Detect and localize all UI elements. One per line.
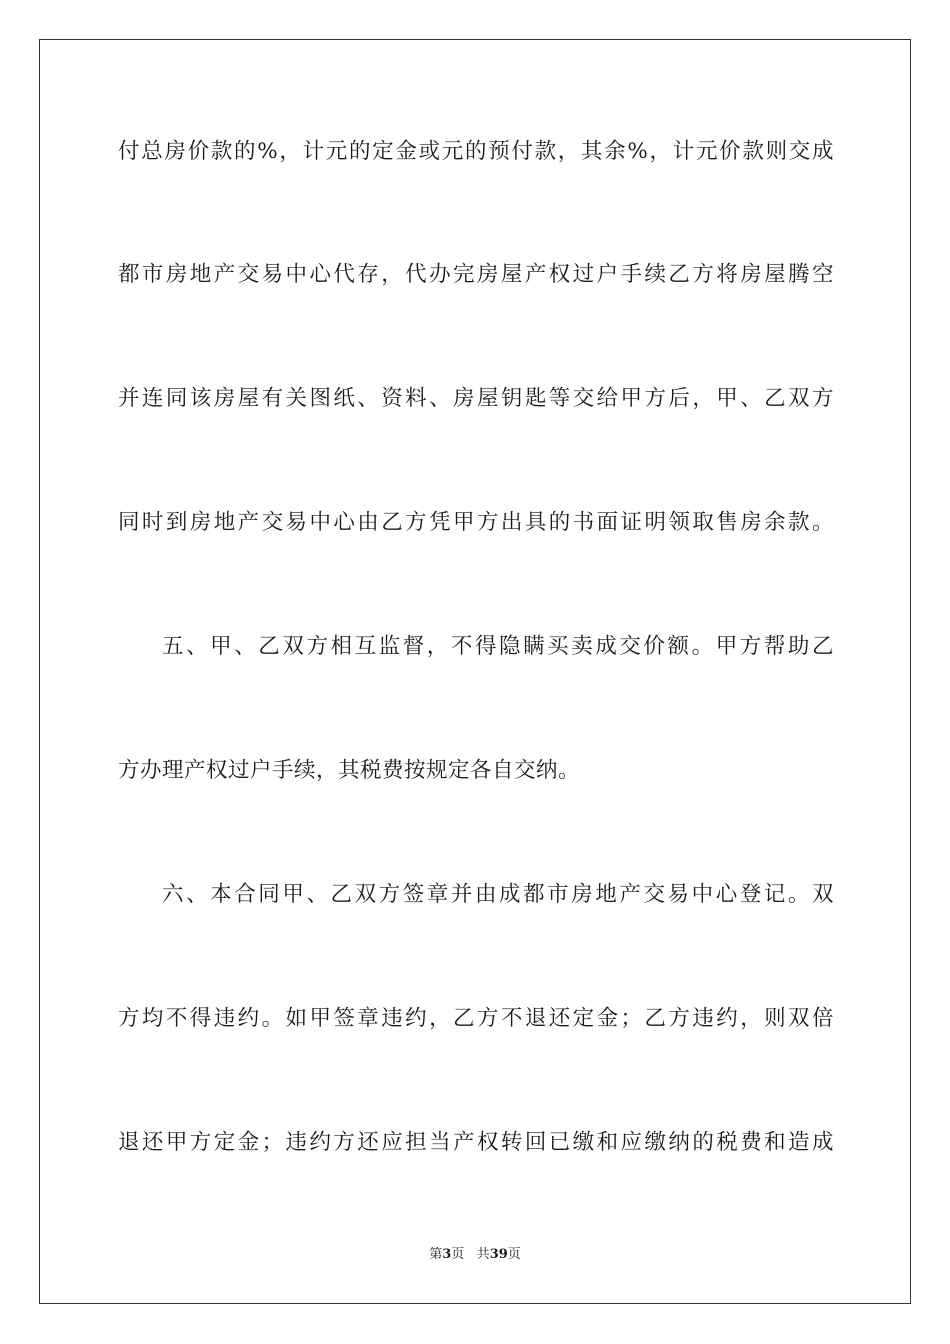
total-prefix: 共 <box>476 1247 490 1262</box>
page-prefix: 第 <box>429 1247 443 1262</box>
page-footer <box>0 1246 950 1264</box>
paragraph-line: 五、甲、乙双方相互监督，不得隐瞒买卖成交价额。甲方帮助乙 <box>162 634 834 659</box>
page-border <box>39 39 911 1304</box>
paragraph-line: 同时到房地产交易中心由乙方凭甲方出具的书面证明领取售房余款。 <box>118 510 834 535</box>
page-suffix: 页 <box>451 1247 465 1262</box>
paragraph-line: 六、本合同甲、乙双方签章并由成都市房地产交易中心登记。双 <box>162 882 834 907</box>
paragraph-line: 退还甲方定金；违约方还应担当产权转回已缴和应缴纳的税费和造成 <box>118 1130 834 1155</box>
paragraph-line: 方办理产权过户手续，其税费按规定各自交纳。 <box>118 758 581 783</box>
paragraph-line: 都市房地产交易中心代存，代办完房屋产权过户手续乙方将房屋腾空 <box>118 262 834 287</box>
page-current: 3 <box>442 1247 452 1262</box>
page-total: 39 <box>489 1247 508 1262</box>
paragraph-line: 并连同该房屋有关图纸、资料、房屋钥匙等交给甲方后，甲、乙双方 <box>118 386 834 411</box>
total-suffix: 页 <box>507 1247 521 1262</box>
paragraph-line: 方均不得违约。如甲签章违约，乙方不退还定金；乙方违约，则双倍 <box>118 1006 834 1031</box>
paragraph-line: 付总房价款的%，计元的定金或元的预付款，其余%，计元价款则交成 <box>118 139 834 164</box>
